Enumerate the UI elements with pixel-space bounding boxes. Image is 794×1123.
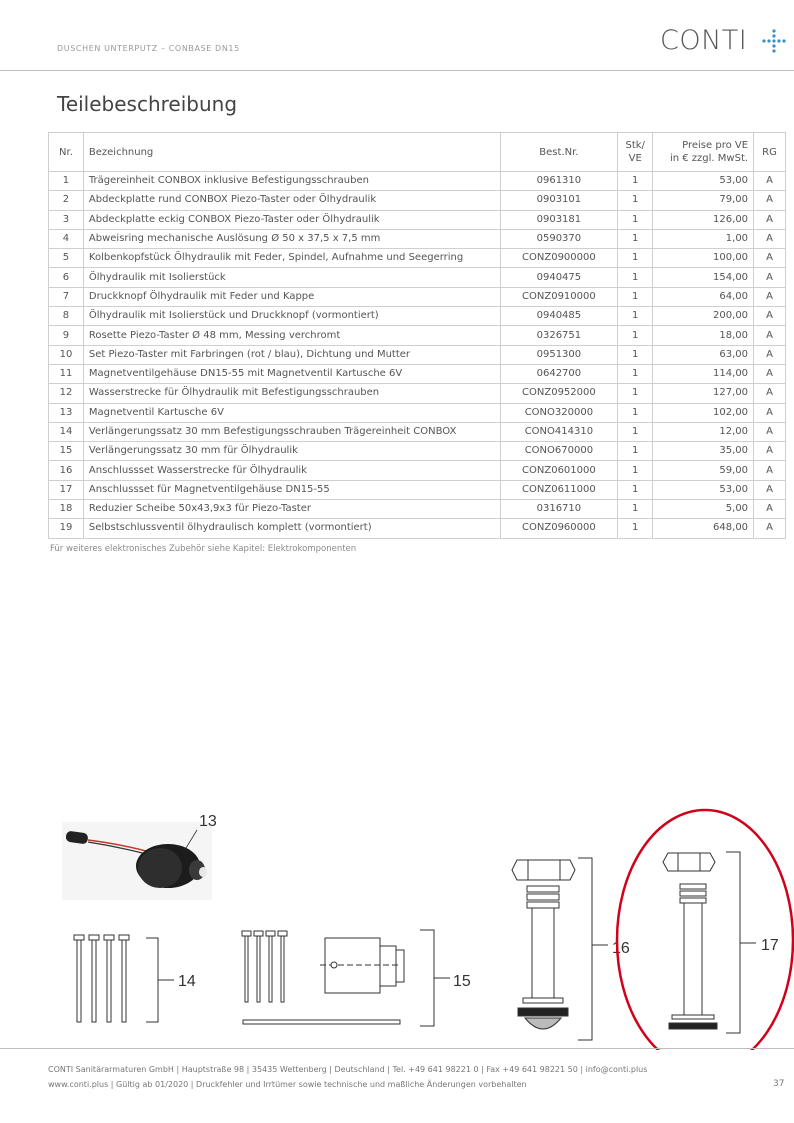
table-row [49,191,786,210]
row-rg: A [754,364,786,383]
row-order-number: 0940475 [500,268,618,287]
row-description: Verlängerungssatz 30 mm Befestigungsschrauben Trägereinheit CONBOX [83,422,500,441]
row-order-number: CONO320000 [500,403,618,422]
row-nr: 19 [49,519,84,538]
col-header-quantity-line2: VE [628,153,642,164]
table-row [49,345,786,364]
row-rg: A [754,210,786,229]
row-description: Magnetventilgehäuse DN15-55 mit Magnetventil Kartusche 6V [83,364,500,383]
page-title: Teilebeschreibung [57,92,238,116]
table-row [49,384,786,403]
row-order-number: CONZ0960000 [500,519,618,538]
row-rg: A [754,172,786,191]
row-order-number: 0326751 [500,326,618,345]
row-description: Anschlussset für Magnetventilgehäuse DN15-55 [83,480,500,499]
row-price: 648,00 [653,519,754,538]
row-price: 126,00 [653,210,754,229]
table-row [49,268,786,287]
row-description: Ölhydraulik mit Isolierstück [83,268,500,287]
row-rg: A [754,268,786,287]
row-description: Trägereinheit CONBOX inklusive Befestigungsschrauben [83,172,500,191]
row-price: 12,00 [653,422,754,441]
row-price: 102,00 [653,403,754,422]
row-price: 63,00 [653,345,754,364]
part-16-connection-set-icon [512,860,575,1029]
row-nr: 16 [49,461,84,480]
row-order-number: 0316710 [500,500,618,519]
table-row [49,422,786,441]
row-rg: A [754,384,786,403]
table-row [49,172,786,191]
row-rg: A [754,519,786,538]
row-quantity: 1 [618,364,653,383]
row-nr: 9 [49,326,84,345]
row-quantity: 1 [618,345,653,364]
highlight-circle [617,810,793,1050]
table-row [49,442,786,461]
row-order-number: CONZ0611000 [500,480,618,499]
row-quantity: 1 [618,229,653,248]
col-header-price-line1: Preise pro VE [682,140,749,151]
label-16: 16 [612,940,630,957]
row-description: Rosette Piezo-Taster Ø 48 mm, Messing verchromt [83,326,500,345]
table-row [49,403,786,422]
table-row [49,326,786,345]
footer-divider [0,1048,794,1049]
row-description: Ölhydraulik mit Isolierstück und Druckknopf (vormontiert) [83,307,500,326]
label-15: 15 [453,973,471,990]
col-header-description: Bezeichnung [83,133,500,172]
row-quantity: 1 [618,442,653,461]
row-description: Druckknopf Ölhydraulik mit Feder und Kappe [83,287,500,306]
row-quantity: 1 [618,249,653,268]
row-quantity: 1 [618,210,653,229]
part-17-connection-set-icon [663,853,717,1029]
row-price: 127,00 [653,384,754,403]
row-description: Verlängerungssatz 30 mm für Ölhydraulik [83,442,500,461]
row-nr: 4 [49,229,84,248]
row-rg: A [754,403,786,422]
row-order-number: CONZ0601000 [500,461,618,480]
row-quantity: 1 [618,307,653,326]
row-price: 79,00 [653,191,754,210]
row-description: Abdeckplatte eckig CONBOX Piezo-Taster oder Ölhydraulik [83,210,500,229]
footer-validity-line: www.conti.plus | Gültig ab 01/2020 | Druckfehler und Irrtümer sowie technische und maßliche Änderungen vorbehalten [48,1080,527,1089]
header-divider [0,70,794,71]
row-rg: A [754,480,786,499]
row-description: Kolbenkopfstück Ölhydraulik mit Feder, Spindel, Aufnahme und Seegerring [83,249,500,268]
label-13: 13 [199,813,217,830]
header-section-title: DUSCHEN UNTERPUTZ – CONBASE DN15 [57,44,240,53]
col-header-order-number: Best.Nr. [500,133,618,172]
row-description: Anschlussset Wasserstrecke für Ölhydraulik [83,461,500,480]
accessory-note: Für weiteres elektronisches Zubehör siehe Kapitel: Elektrokomponenten [50,544,357,554]
row-description: Wasserstrecke für Ölhydraulik mit Befestigungsschrauben [83,384,500,403]
row-nr: 12 [49,384,84,403]
row-description: Selbstschlussventil ölhydraulisch komplett (vormontiert) [83,519,500,538]
table-row [49,461,786,480]
table-row [49,519,786,538]
row-price: 64,00 [653,287,754,306]
row-nr: 1 [49,172,84,191]
row-description: Abweisring mechanische Auslösung Ø 50 x 37,5 x 7,5 mm [83,229,500,248]
col-header-rg: RG [754,133,786,172]
row-price: 53,00 [653,172,754,191]
row-order-number: CONO414310 [500,422,618,441]
table-row [49,500,786,519]
row-description: Set Piezo-Taster mit Farbringen (rot / blau), Dichtung und Mutter [83,345,500,364]
table-header-row [49,133,786,172]
row-price: 18,00 [653,326,754,345]
row-description: Magnetventil Kartusche 6V [83,403,500,422]
col-header-price [653,133,754,172]
table-row [49,210,786,229]
row-quantity: 1 [618,191,653,210]
parts-table [48,132,786,539]
row-rg: A [754,287,786,306]
row-rg: A [754,345,786,364]
row-quantity: 1 [618,287,653,306]
col-header-nr: Nr. [49,133,84,172]
row-price: 154,00 [653,268,754,287]
row-quantity: 1 [618,384,653,403]
table-row [49,307,786,326]
row-quantity: 1 [618,326,653,345]
row-price: 59,00 [653,461,754,480]
row-order-number: 0590370 [500,229,618,248]
row-nr: 8 [49,307,84,326]
table-row [49,480,786,499]
col-header-quantity-line1: Stk/ [625,140,645,151]
part-15-extension-set-icon [242,931,404,1024]
row-description: Reduzier Scheibe 50x43,9x3 für Piezo-Taster [83,500,500,519]
row-nr: 17 [49,480,84,499]
row-nr: 10 [49,345,84,364]
footer-company-line: CONTI Sanitärarmaturen GmbH | Hauptstraße 98 | 35435 Wettenberg | Deutschland | Tel. +49 641 98221 0 | Fax +49 641 98221 50 | info@conti.plus [48,1065,648,1074]
row-nr: 7 [49,287,84,306]
col-header-price-line2: in € zzgl. MwSt. [669,153,749,164]
row-nr: 3 [49,210,84,229]
row-rg: A [754,249,786,268]
row-nr: 5 [49,249,84,268]
row-nr: 2 [49,191,84,210]
row-order-number: 0903101 [500,191,618,210]
row-quantity: 1 [618,519,653,538]
row-rg: A [754,500,786,519]
label-17: 17 [761,937,779,954]
row-quantity: 1 [618,403,653,422]
parts-drawing [0,800,794,1050]
row-order-number: CONZ0900000 [500,249,618,268]
row-price: 53,00 [653,480,754,499]
row-order-number: 0961310 [500,172,618,191]
row-rg: A [754,422,786,441]
row-description: Abdeckplatte rund CONBOX Piezo-Taster oder Ölhydraulik [83,191,500,210]
row-quantity: 1 [618,480,653,499]
row-rg: A [754,442,786,461]
row-price: 5,00 [653,500,754,519]
row-price: 35,00 [653,442,754,461]
row-rg: A [754,461,786,480]
row-rg: A [754,307,786,326]
row-price: 1,00 [653,229,754,248]
row-nr: 14 [49,422,84,441]
row-nr: 6 [49,268,84,287]
row-order-number: 0642700 [500,364,618,383]
logo: CONTI [660,25,748,56]
col-header-quantity [618,133,653,172]
row-order-number: CONZ0952000 [500,384,618,403]
row-rg: A [754,191,786,210]
row-price: 200,00 [653,307,754,326]
row-rg: A [754,326,786,345]
table-row [49,364,786,383]
row-nr: 18 [49,500,84,519]
table-row [49,287,786,306]
row-rg: A [754,229,786,248]
row-nr: 15 [49,442,84,461]
part-13-solenoid-icon [62,822,212,900]
row-quantity: 1 [618,461,653,480]
row-order-number: 0903181 [500,210,618,229]
row-order-number: CONZ0910000 [500,287,618,306]
row-quantity: 1 [618,268,653,287]
logo-plus-icon [762,28,786,54]
row-quantity: 1 [618,172,653,191]
page-number: 37 [773,1079,785,1089]
table-row [49,249,786,268]
row-order-number: CONO670000 [500,442,618,461]
row-order-number: 0940485 [500,307,618,326]
row-order-number: 0951300 [500,345,618,364]
row-nr: 11 [49,364,84,383]
part-14-screws-icon [74,935,129,1022]
table-row [49,229,786,248]
row-price: 100,00 [653,249,754,268]
row-quantity: 1 [618,422,653,441]
row-nr: 13 [49,403,84,422]
label-14: 14 [178,973,196,990]
row-price: 114,00 [653,364,754,383]
row-quantity: 1 [618,500,653,519]
